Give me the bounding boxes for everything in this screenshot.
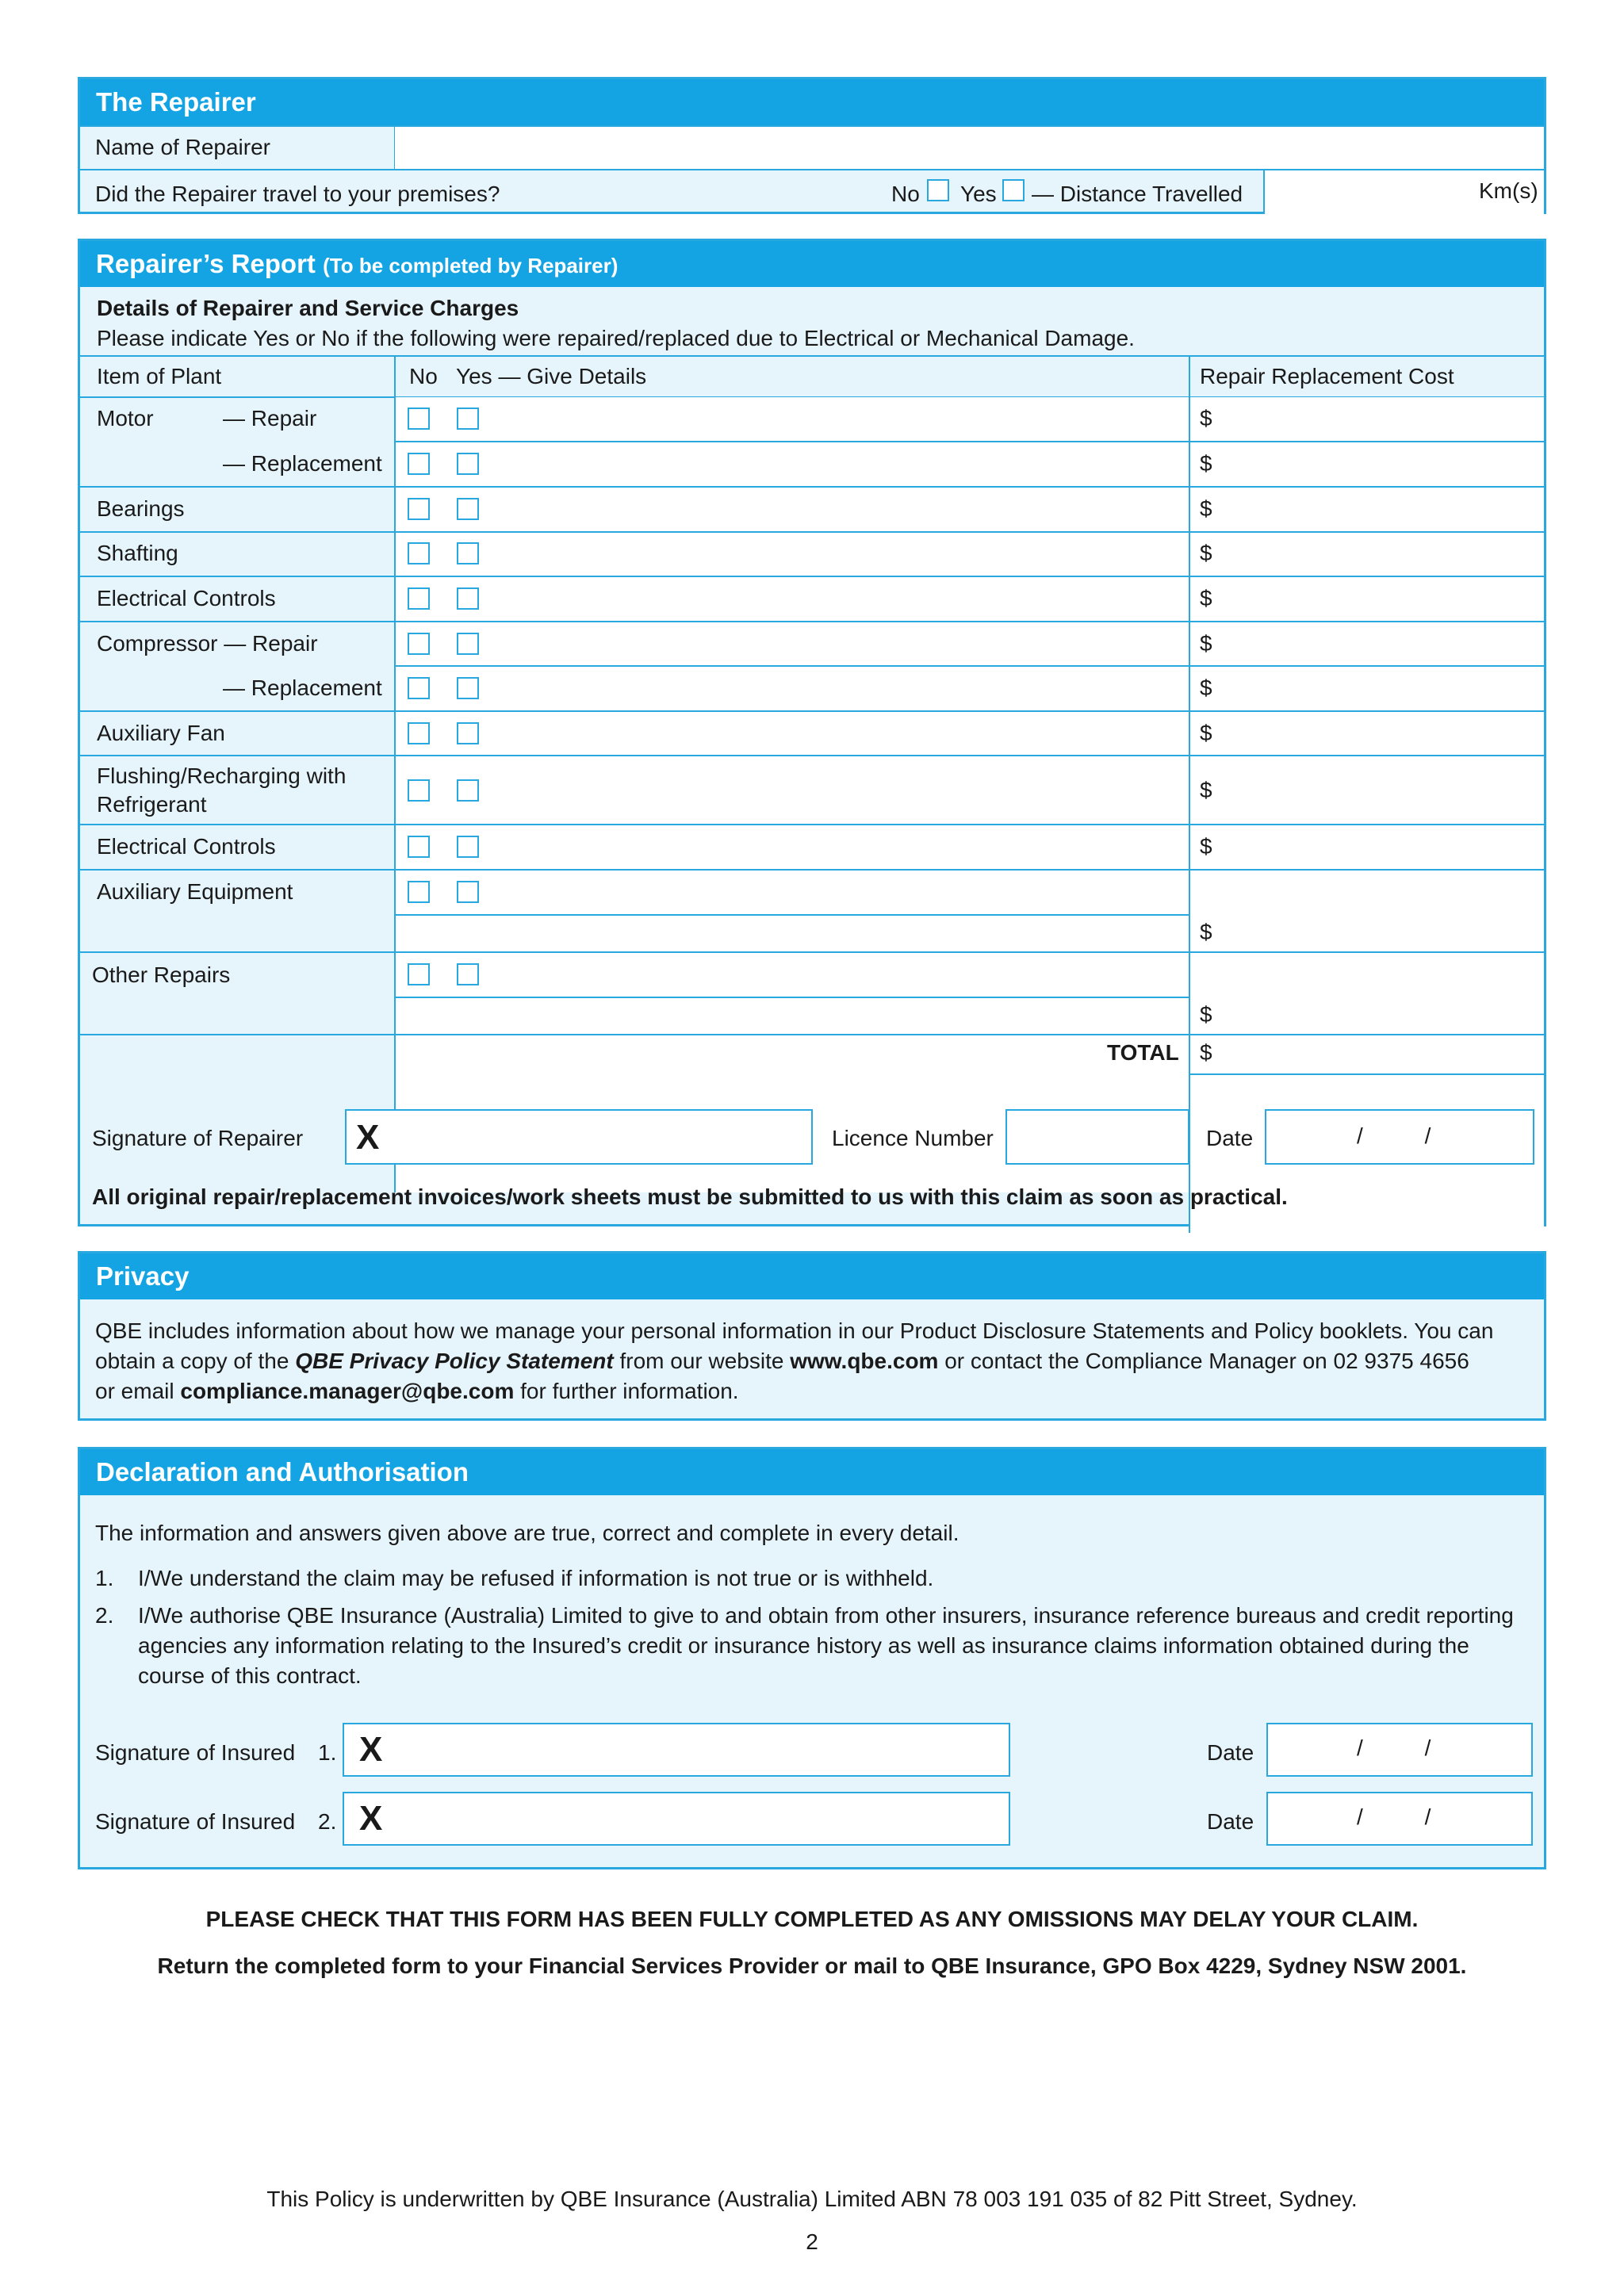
details-heading: Details of Repairer and Service Charges xyxy=(97,296,519,320)
declaration-item-2-line3: course of this contract. xyxy=(138,1663,362,1688)
declaration-num-2: 2. xyxy=(95,1603,114,1628)
underwritten-statement: This Policy is underwritten by QBE Insurance (Australia) Limited ABN 78 003 191 035 of 82 Pitt Street, Sydney. xyxy=(266,2187,1358,2211)
insured-signature-field-1[interactable] xyxy=(343,1723,1010,1777)
item-electrical-controls: Electrical Controls xyxy=(97,586,276,610)
auxiliary-equipment-no-checkbox[interactable] xyxy=(408,881,430,903)
item-compressor-repair: Compressor — Repair xyxy=(97,631,318,656)
item-electrical-controls-2: Electrical Controls xyxy=(97,834,276,859)
item-motor-repair: — Repair xyxy=(223,406,317,430)
declaration-title: Declaration and Authorisation xyxy=(80,1449,1544,1495)
cost-shafting: $ xyxy=(1200,541,1212,565)
details-column-area xyxy=(396,397,1189,1192)
electrical-controls-2-yes-checkbox[interactable] xyxy=(457,836,479,858)
insured-date-separators-1: / / xyxy=(1357,1735,1431,1760)
electrical-controls-no-checkbox[interactable] xyxy=(408,587,430,610)
report-title: Repairer’s Report (To be completed by Repairer) xyxy=(80,241,1544,287)
privacy-policy-link[interactable]: QBE Privacy Policy Statement xyxy=(295,1349,614,1373)
repairers-report-section xyxy=(78,239,1546,1226)
invoice-note: All original repair/replacement invoices/work sheets must be submitted to us with this claim as soon as practical. xyxy=(92,1184,1288,1209)
privacy-section xyxy=(78,1251,1546,1421)
cost-flushing: $ xyxy=(1200,778,1212,802)
cost-electrical-controls: $ xyxy=(1200,586,1212,610)
privacy-line-2: obtain a copy of the QBE Privacy Policy Statement from our website www.qbe.com or contact the Compliance Manager on 02 9375 4656 xyxy=(95,1349,1469,1373)
cost-electrical-controls-2: $ xyxy=(1200,834,1212,859)
shafting-no-checkbox[interactable] xyxy=(408,542,430,564)
website-link[interactable]: www.qbe.com xyxy=(790,1349,939,1373)
return-form-notice: Return the completed form to your Financial Services Provider or mail to QBE Insurance, GPO Box 4229, Sydney NSW 2001. xyxy=(157,1954,1467,1978)
insured-date-separators-2: / / xyxy=(1357,1804,1431,1829)
other-repairs-no-checkbox[interactable] xyxy=(408,963,430,985)
declaration-item-1: I/We understand the claim may be refused if information is not true or is withheld. xyxy=(138,1566,934,1590)
repairer-name-label: Name of Repairer xyxy=(95,135,270,159)
repairer-date-label: Date xyxy=(1206,1126,1254,1150)
declaration-item-2-line2: agencies any information relating to the Insured’s credit or insurance history as well as insurance claims information obtained during the xyxy=(138,1633,1469,1658)
cost-compressor-replacement: $ xyxy=(1200,675,1212,700)
insured-signature-num-2: 2. xyxy=(318,1809,337,1834)
repairer-date-separators: / / xyxy=(1357,1123,1431,1148)
repairer-name-field[interactable] xyxy=(395,127,1544,169)
other-repairs-yes-checkbox[interactable] xyxy=(457,963,479,985)
cost-compressor-repair: $ xyxy=(1200,631,1212,656)
insured-sign-mark-1: X xyxy=(359,1730,383,1769)
check-form-notice: PLEASE CHECK THAT THIS FORM HAS BEEN FULLY COMPLETED AS ANY OMISSIONS MAY DELAY YOUR CLAIM. xyxy=(205,1907,1419,1931)
item-motor: Motor xyxy=(97,406,154,430)
insured-signature-field-2[interactable] xyxy=(343,1792,1010,1846)
bearings-yes-checkbox[interactable] xyxy=(457,498,479,520)
insured-signature-label-1: Signature of Insured xyxy=(95,1740,296,1765)
travel-question: Did the Repairer travel to your premises? xyxy=(95,182,500,206)
electrical-controls-yes-checkbox[interactable] xyxy=(457,587,479,610)
compressor-repair-no-checkbox[interactable] xyxy=(408,633,430,655)
col-yes-header: Yes — Give Details xyxy=(456,364,647,388)
compressor-replacement-yes-checkbox[interactable] xyxy=(457,677,479,699)
cost-auxiliary-fan: $ xyxy=(1200,721,1212,745)
item-flushing-line2: Refrigerant xyxy=(97,792,207,817)
cost-total: $ xyxy=(1200,1040,1212,1065)
item-bearings: Bearings xyxy=(97,496,185,521)
item-flushing-line1: Flushing/Recharging with xyxy=(97,763,347,788)
privacy-title: Privacy xyxy=(80,1253,1544,1299)
auxiliary-fan-yes-checkbox[interactable] xyxy=(457,722,479,744)
travel-yes-label: Yes xyxy=(960,182,997,206)
compressor-replacement-no-checkbox[interactable] xyxy=(408,677,430,699)
repairer-sign-mark: X xyxy=(356,1118,380,1157)
repairer-signature-label: Signature of Repairer xyxy=(92,1126,304,1150)
licence-label: Licence Number xyxy=(832,1126,994,1150)
declaration-item-2-line1: I/We authorise QBE Insurance (Australia) Limited to give to and obtain from other insurers, insurance reference bureaus and credit reporting xyxy=(138,1603,1514,1628)
page-number: 2 xyxy=(806,2229,818,2254)
privacy-line-1: QBE includes information about how we manage your personal information in our Product Disclosure Statements and Policy booklets. You can xyxy=(95,1318,1494,1343)
col-item-header: Item of Plant xyxy=(97,364,222,388)
cost-motor-repair: $ xyxy=(1200,406,1212,430)
insured-signature-num-1: 1. xyxy=(318,1740,337,1765)
motor-repair-yes-checkbox[interactable] xyxy=(457,408,479,430)
travel-yes-checkbox[interactable] xyxy=(1002,179,1025,201)
licence-number-field[interactable] xyxy=(1005,1109,1189,1165)
repairer-title: The Repairer xyxy=(80,79,1544,125)
item-auxiliary-equipment: Auxiliary Equipment xyxy=(97,879,293,904)
instruction-text: Please indicate Yes or No if the following were repaired/replaced due to Electrical or Mechanical Damage. xyxy=(97,326,1135,350)
declaration-intro: The information and answers given above are true, correct and complete in every detail. xyxy=(95,1521,959,1545)
travel-no-checkbox[interactable] xyxy=(927,179,949,201)
motor-repair-no-checkbox[interactable] xyxy=(408,408,430,430)
auxiliary-equipment-yes-checkbox[interactable] xyxy=(457,881,479,903)
distance-label: — Distance Travelled xyxy=(1032,182,1243,206)
motor-replacement-no-checkbox[interactable] xyxy=(408,453,430,475)
repairer-section xyxy=(78,77,1546,214)
motor-replacement-yes-checkbox[interactable] xyxy=(457,453,479,475)
insured-date-label-2: Date xyxy=(1207,1809,1254,1834)
item-auxiliary-fan: Auxiliary Fan xyxy=(97,721,225,745)
item-shafting: Shafting xyxy=(97,541,178,565)
auxiliary-fan-no-checkbox[interactable] xyxy=(408,722,430,744)
bearings-no-checkbox[interactable] xyxy=(408,498,430,520)
declaration-section xyxy=(78,1447,1546,1869)
electrical-controls-2-no-checkbox[interactable] xyxy=(408,836,430,858)
flushing-no-checkbox[interactable] xyxy=(408,779,430,802)
insured-sign-mark-2: X xyxy=(359,1799,383,1838)
privacy-line-3: or email compliance.manager@qbe.com for further information. xyxy=(95,1379,739,1403)
cost-column-area xyxy=(1190,397,1544,1233)
shafting-yes-checkbox[interactable] xyxy=(457,542,479,564)
cost-bearings: $ xyxy=(1200,496,1212,521)
km-unit: Km(s) xyxy=(1479,178,1538,203)
compliance-email-link[interactable]: compliance.manager@qbe.com xyxy=(180,1379,515,1403)
insured-signature-label-2: Signature of Insured xyxy=(95,1809,296,1834)
repairer-signature-field[interactable] xyxy=(345,1109,813,1165)
declaration-num-1: 1. xyxy=(95,1566,114,1590)
col-cost-header: Repair Replacement Cost xyxy=(1200,364,1454,388)
item-other-repairs: Other Repairs xyxy=(92,962,231,987)
cost-auxiliary-equipment: $ xyxy=(1200,920,1212,944)
item-motor-replacement: — Replacement xyxy=(223,451,382,476)
item-compressor-replacement: — Replacement xyxy=(223,675,382,700)
insured-date-label-1: Date xyxy=(1207,1740,1254,1765)
compressor-repair-yes-checkbox[interactable] xyxy=(457,633,479,655)
col-no-header: No xyxy=(409,364,438,388)
cost-motor-replacement: $ xyxy=(1200,451,1212,476)
travel-no-label: No xyxy=(891,182,920,206)
cost-other-repairs: $ xyxy=(1200,1002,1212,1027)
total-label: TOTAL xyxy=(1107,1040,1179,1065)
flushing-yes-checkbox[interactable] xyxy=(457,779,479,802)
